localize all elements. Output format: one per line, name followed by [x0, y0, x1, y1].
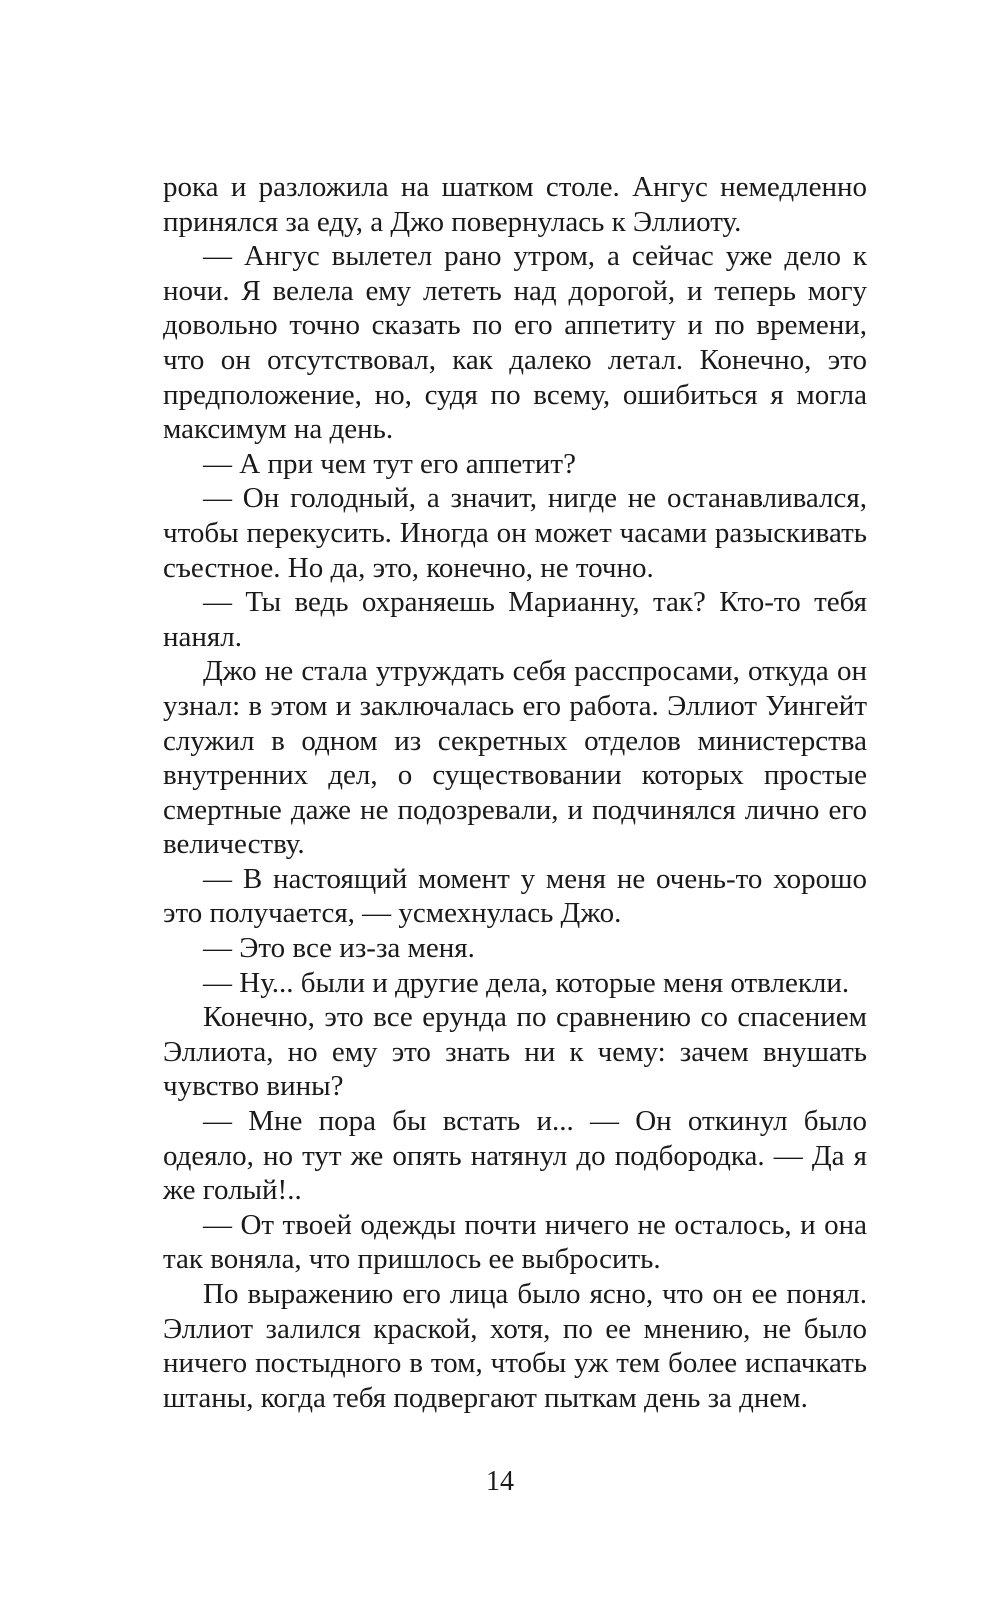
paragraph: — От твоей одежды почти ничего не осталось, и она так воняла, что пришлось ее выбросить.: [163, 1208, 867, 1276]
paragraph: По выражению его лица было ясно, что он ее понял. Эллиот залился краской, хотя, по ее мнению, не было ничего постыдного в том, чтобы уж тем более испачкать штаны, когда тебя подвергают пыткам день за днем.: [163, 1278, 867, 1414]
paragraph: — Мне пора бы встать и... — Он откинул было одеяло, но тут же опять натянул до подбородка. — Да я же голый!..: [163, 1105, 867, 1207]
paragraph: — Ну... были и другие дела, которые меня отвлекли.: [203, 966, 850, 999]
paragraph: — Ангус вылетел рано утром, а сейчас уже дело к ночи. Я велела ему лететь над дорогой, и теперь могу довольно точно сказать по его аппетиту и по времени, что он отсутствовал, как далеко летал. Конечно, это предположение, но, судя по всему, ошибиться я могла максимум на день.: [163, 240, 867, 446]
paragraph: — Он голодный, а значит, нигде не останавливался, чтобы перекусить. Иногда он может часами разыскивать съестное. Но да, это, конечно, не точно.: [163, 482, 867, 584]
paragraph: Джо не стала утруждать себя расспросами, откуда он узнал: в этом и заключалась его работа. Эллиот Уингейт служил в одном из секретных отделов министерства внутренних дел, о существовании которых простые смертные даже не подозревали, и подчинялся лично его величеству.: [163, 655, 867, 861]
page-number: 14: [486, 1466, 514, 1497]
body-text: [163, 170, 867, 1415]
paragraph: Конечно, это все ерунда по сравнению со спасением Эллиота, но ему это знать ни к чему: зачем внушать чувство вины?: [163, 1001, 867, 1103]
paragraph: — В настоящий момент у меня не очень-то хорошо это получается, — усмехнулась Джо.: [163, 862, 867, 930]
paragraph: — Это все из-за меня.: [203, 932, 475, 965]
paragraph: рока и разложила на шатком столе. Ангус немедленно принялся за еду, а Джо повернулась к Эллиоту.: [163, 171, 867, 238]
paragraph: — Ты ведь охраняешь Марианну, так? Кто-то тебя нанял.: [163, 586, 867, 653]
paragraph: — А при чем тут его аппетит?: [203, 447, 576, 480]
